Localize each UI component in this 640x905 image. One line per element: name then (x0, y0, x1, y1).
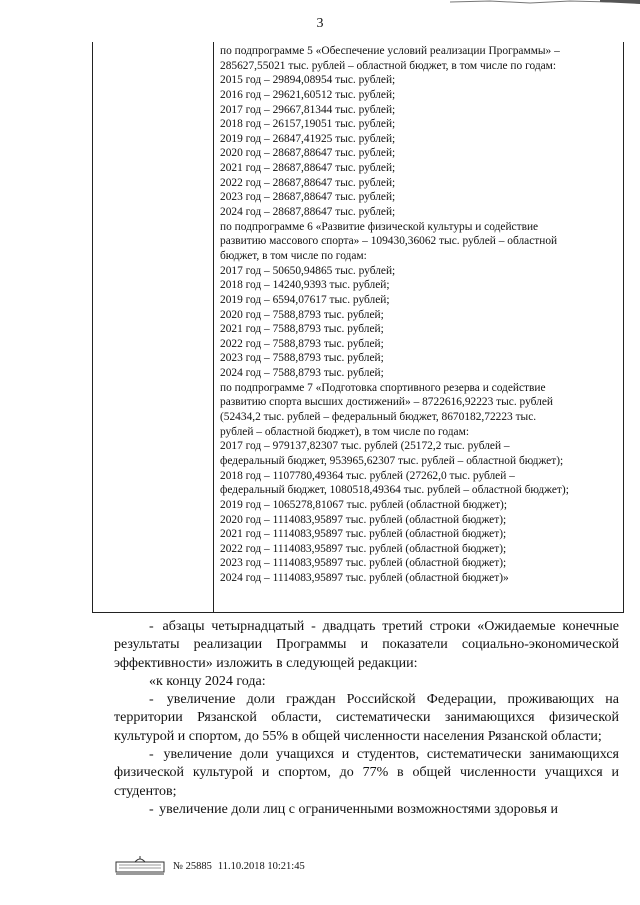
page-number: 3 (316, 16, 324, 31)
paragraph-item-3: - увеличение доли лиц с ограниченными возможностями здоровья и (149, 801, 559, 817)
table-line: 2021 год – 7588,8793 тыс. рублей; (220, 323, 384, 336)
table-line: (52434,2 тыс. рублей – федеральный бюджет, 8670182,72223 тыс. (220, 411, 537, 424)
table-cell-funding (220, 44, 620, 586)
table-line: 2021 год – 28687,88647 тыс. рублей; (220, 162, 396, 175)
paragraph-item-2: - увеличение доли учащихся и студентов, систематически занимающихся физической культурой и спортом, до 77% в общей численности учащихся и студентов; (114, 747, 619, 799)
table-line: 2022 год – 28687,88647 тыс. рублей; (220, 176, 396, 189)
table-line: 2021 год – 1114083,95897 тыс. рублей (областной бюджет); (220, 528, 507, 541)
table-line: 2018 год – 14240,9393 тыс. рублей; (220, 279, 390, 292)
table-line: 285627,55021 тыс. рублей – областной бюджет, в том числе по годам: (220, 59, 557, 72)
table-line: 2022 год – 7588,8793 тыс. рублей; (220, 337, 384, 350)
document-registry-stamp-icon (115, 856, 165, 876)
registration-number: № 25885 (173, 860, 212, 872)
table-line: 2023 год – 1114083,95897 тыс. рублей (областной бюджет); (220, 557, 507, 570)
table-line: федеральный бюджет, 953965,62307 тыс. рублей – областной бюджет); (220, 454, 564, 467)
table-line: бюджет, в том числе по годам: (220, 249, 367, 262)
table-line: 2024 год – 28687,88647 тыс. рублей; (220, 206, 396, 219)
table-line: 2017 год – 29667,81344 тыс. рублей; (220, 103, 396, 116)
table-line: 2015 год – 29894,08954 тыс. рублей; (220, 74, 396, 87)
table-line: 2016 год – 29621,60512 тыс. рублей; (220, 88, 396, 101)
table-line: 2024 год – 7588,8793 тыс. рублей; (220, 367, 384, 380)
paragraph-amendment-intro: - абзацы четырнадцатый - двадцать третий строки «Ожидаемые конечные результаты реализации Программы и показатели социально-экономической эффективности» изложить в следующей редакции: (114, 619, 620, 671)
table-line: 2017 год – 50650,94865 тыс. рублей; (220, 264, 396, 277)
table-line: 2019 год – 26847,41925 тыс. рублей; (220, 132, 396, 145)
table-line: 2019 год – 6594,07617 тыс. рублей; (220, 293, 390, 306)
table-line: 2024 год – 1114083,95897 тыс. рублей (областной бюджет)» (220, 572, 509, 585)
table-column-divider (213, 42, 214, 613)
scan-edge-artifact (450, 0, 640, 10)
paragraph-year-heading: «к концу 2024 года: (149, 673, 266, 689)
table-line: 2020 год – 1114083,95897 тыс. рублей (областной бюджет); (220, 513, 507, 526)
table-line: рублей – областной бюджет), в том числе по годам: (220, 425, 469, 438)
table-line: по подпрограмме 7 «Подготовка спортивного резерва и содействие (220, 381, 546, 394)
table-line: развитию спорта высших достижений» – 8722616,92223 тыс. рублей (220, 396, 553, 409)
table-line: федеральный бюджет, 1080518,49364 тыс. рублей – областной бюджет); (220, 484, 569, 497)
table-line: 2020 год – 7588,8793 тыс. рублей; (220, 308, 384, 321)
amendment-text (114, 618, 619, 819)
table-line: по подпрограмме 6 «Развитие физической культуры и содействие (220, 220, 539, 233)
table-line: 2023 год – 28687,88647 тыс. рублей; (220, 191, 396, 204)
table-line: развитию массового спорта» – 109430,36062 тыс. рублей – областной (220, 235, 558, 248)
table-line: 2017 год – 979137,82307 тыс. рублей (25172,2 тыс. рублей – (220, 440, 510, 453)
document-footer (115, 856, 435, 876)
table-line: 2018 год – 26157,19051 тыс. рублей; (220, 118, 396, 131)
table-line: 2022 год – 1114083,95897 тыс. рублей (областной бюджет); (220, 542, 507, 555)
table-line: по подпрограмме 5 «Обеспечение условий реализации Программы» – (220, 45, 560, 57)
registration-datetime: 11.10.2018 10:21:45 (217, 860, 305, 872)
table-line: 2023 год – 7588,8793 тыс. рублей; (220, 352, 384, 365)
paragraph-item-1: - увеличение доли граждан Российской Федерации, проживающих на территории Рязанской области, систематически занимающихся физической культурой и спортом, до 55% в общей численности населения Рязанской области; (114, 692, 620, 744)
table-line: 2019 год – 1065278,81067 тыс. рублей (областной бюджет); (220, 498, 508, 511)
table-line: 2020 год – 28687,88647 тыс. рублей; (220, 147, 396, 160)
table-line: 2018 год – 1107780,49364 тыс. рублей (27262,0 тыс. рублей – (220, 469, 515, 482)
